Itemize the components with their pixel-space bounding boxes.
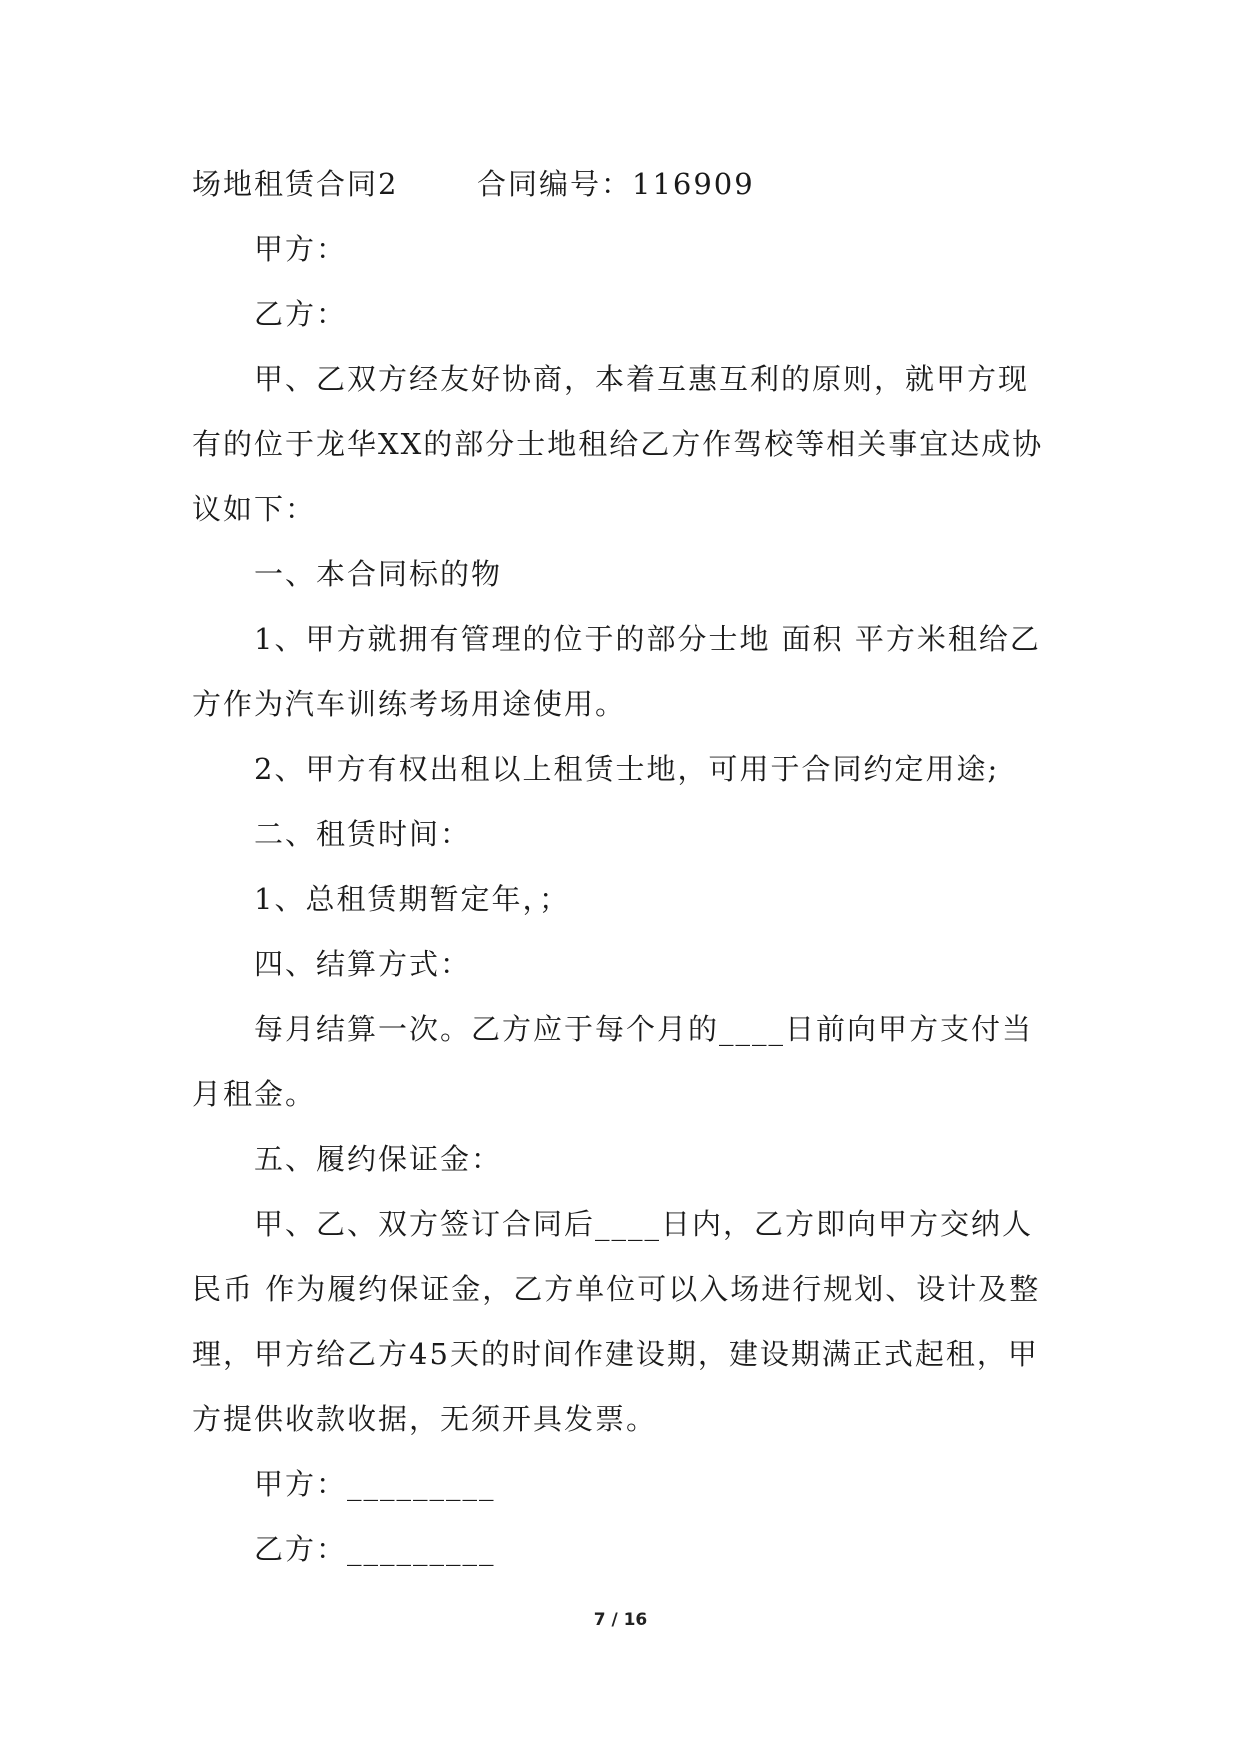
party-b-label: 乙方：	[254, 297, 348, 331]
contract-number: 116909	[632, 167, 755, 201]
clause-settlement: 每月结算一次。乙方应于每个月的____日前向甲方支付当月租金。	[192, 1012, 1034, 1111]
section-heading-lease-term: 二、租赁时间：	[254, 817, 472, 851]
title-line	[192, 152, 1052, 217]
signature-party-b: 乙方：_________	[254, 1532, 496, 1566]
intro-paragraph: 甲、乙双方经友好协商，本着互惠互利的原则，就甲方现有的位于龙华XX的部分士地租给乙方作驾校等相关事宜达成协议如下：	[192, 362, 1044, 526]
document-title: 场地租赁合同2	[192, 167, 399, 201]
section-heading-subject: 一、本合同标的物	[254, 557, 503, 591]
clause-2-1: 1、总租赁期暂定年，；	[254, 882, 570, 916]
contract-number-label: 合同编号：	[476, 167, 632, 201]
signature-party-a: 甲方：_________	[254, 1467, 496, 1501]
section-heading-settlement: 四、结算方式：	[254, 947, 472, 981]
clause-1-2: 2、甲方有权出租以上租赁士地，可用于合同约定用途;	[254, 752, 1000, 786]
clause-1-1: 1、甲方就拥有管理的位于的部分士地 面积 平方米租给乙方作为汽车训练考场用途使用。	[192, 622, 1041, 721]
party-a-label: 甲方：	[254, 232, 348, 266]
clause-deposit: 甲、乙、双方签订合同后____日内，乙方即向甲方交纳人民币 作为履约保证金，乙方单位可以入场进行规划、设计及整理，甲方给乙方45天的时间作建设期，建设期满正式起租，甲方提供收款收据，无须开具发票。	[192, 1207, 1041, 1436]
section-heading-deposit: 五、履约保证金：	[254, 1142, 503, 1176]
document-body	[192, 152, 1052, 1582]
page-number: 7 / 16	[593, 1610, 648, 1630]
